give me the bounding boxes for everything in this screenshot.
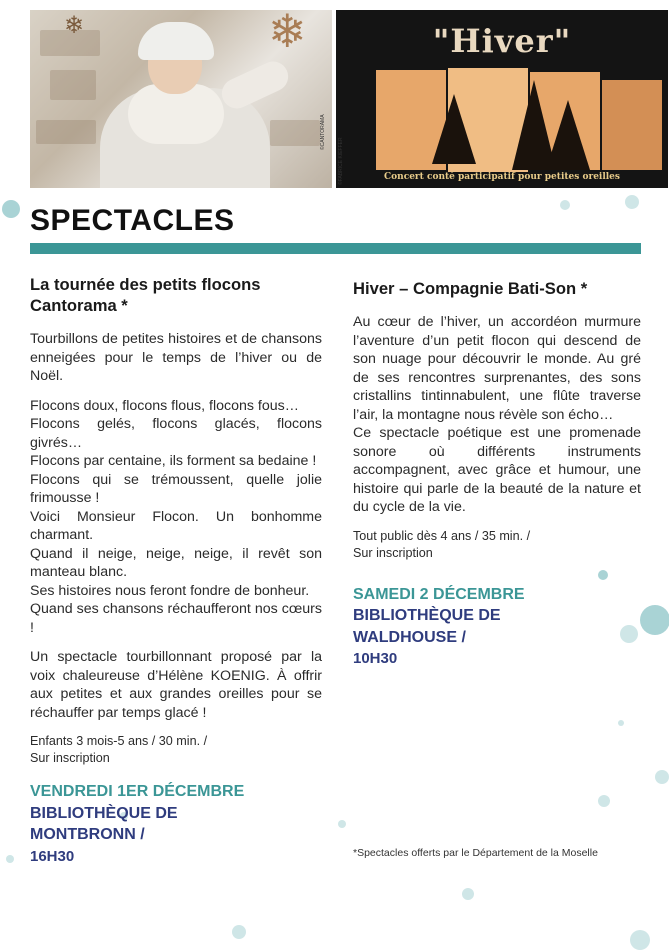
event-time: 16H30 — [30, 847, 75, 865]
event-date-venue — [30, 781, 322, 867]
event-audience: Tout public dès 4 ans / 35 min. / Sur inscription — [353, 528, 531, 560]
event-title: Hiver – Compagnie Bati-Son * — [353, 279, 588, 298]
event-date-venue — [353, 584, 641, 670]
event-date: SAMEDI 2 DÉCEMBRE — [353, 585, 525, 603]
event-time: 10H30 — [353, 650, 398, 667]
event-description: Ce spectacle poétique est une promenade sonore où différents instruments accompagnent, avec grâce et humour, une histoire qui parle de la beauté de la nature et du cycle de la vie. — [353, 425, 641, 515]
event-description: Au cœur de l’hiver, un accordéon murmure l’aventure d’un petit flocon qui descend de son nuage pour découvrir le monde. Au gré de ses rencontres surprenantes, des sons cristallins tintinnabulent, une flûte traverse l’air, la montagne nous révèle son écho… — [353, 314, 641, 423]
snow-dot — [625, 195, 639, 209]
snow-dot — [630, 930, 650, 950]
wall-stone — [50, 70, 96, 100]
performer-arm — [217, 57, 293, 114]
snow-dot — [618, 720, 624, 726]
performer-hat — [138, 22, 214, 60]
footnote: *Spectacles offerts par le Département de la Moselle — [353, 847, 598, 859]
poster-caption: Concert conté participatif pour petites oreilles — [384, 172, 620, 182]
event-intro: Tourbillons de petites histoires et de chansons enneigées pour le temps de l’hiver ou de Noël. — [30, 331, 322, 384]
event-venue: BIBLIOTHÈQUE DE — [353, 607, 501, 624]
event-title: La tournée des petits flocons Cantorama * — [30, 275, 261, 315]
snowflake-icon: ❄ — [268, 10, 307, 57]
snow-dot — [655, 770, 669, 784]
snow-dot — [560, 200, 570, 210]
section-title: SPECTACLES — [30, 204, 235, 237]
event-venue: WALDHOUSE / — [353, 628, 466, 646]
event-description: Un spectacle tourbillonnant proposé par la voix chaleureuse d’Hélène KOENIG. À offrir aux petites et aux grandes oreilles pour se réchauffer par temps glacé ! — [30, 649, 322, 721]
snow-dot — [6, 855, 14, 863]
event-date: VENDREDI 1ER DÉCEMBRE — [30, 783, 245, 800]
event-audience: Enfants 3 mois-5 ans / 30 min. / Sur inscription — [30, 734, 208, 765]
event-venue: MONTBRONN / — [30, 826, 145, 843]
wall-stone — [270, 120, 320, 146]
tree-silhouette — [546, 100, 590, 170]
hiver-photo — [336, 10, 668, 188]
snowflake-icon: ❄ — [64, 12, 85, 39]
snow-dot — [232, 925, 246, 939]
poster-title: "Hiver" — [432, 22, 572, 60]
event-cantorama — [30, 274, 322, 867]
cantorama-photo — [30, 10, 332, 188]
photo-credit: ©CANTORAMA — [320, 114, 326, 150]
section-rule — [30, 243, 641, 254]
event-poem: Flocons doux, flocons flous, flocons fous… Flocons gelés, flocons glacés, flocons givrés… Flocons par centaine, ils forment sa bedaine ! Flocons qui se trémoussent, quelle jolie frimousse ! Voici Monsieur Flocon. Un bonhomme charmant. Quand il neige, neige, neige, il revêt son manteau blanc. Ses histoires nous feront fondre de bonheur. Quand ses chansons réchaufferont nos cœurs ! — [30, 397, 322, 636]
event-venue: BIBLIOTHÈQUE DE — [30, 804, 178, 822]
snow-dot — [598, 795, 610, 807]
wall-stone — [36, 120, 96, 144]
event-hiver — [353, 278, 641, 670]
snow-dot — [640, 605, 669, 635]
snow-dot — [338, 820, 346, 828]
photo-credit: ©FABRICE KIEFFER — [338, 137, 344, 185]
snow-dot — [462, 888, 474, 900]
snow-dot — [2, 200, 20, 218]
tree-silhouette — [432, 94, 476, 164]
lit-panel — [602, 80, 662, 170]
